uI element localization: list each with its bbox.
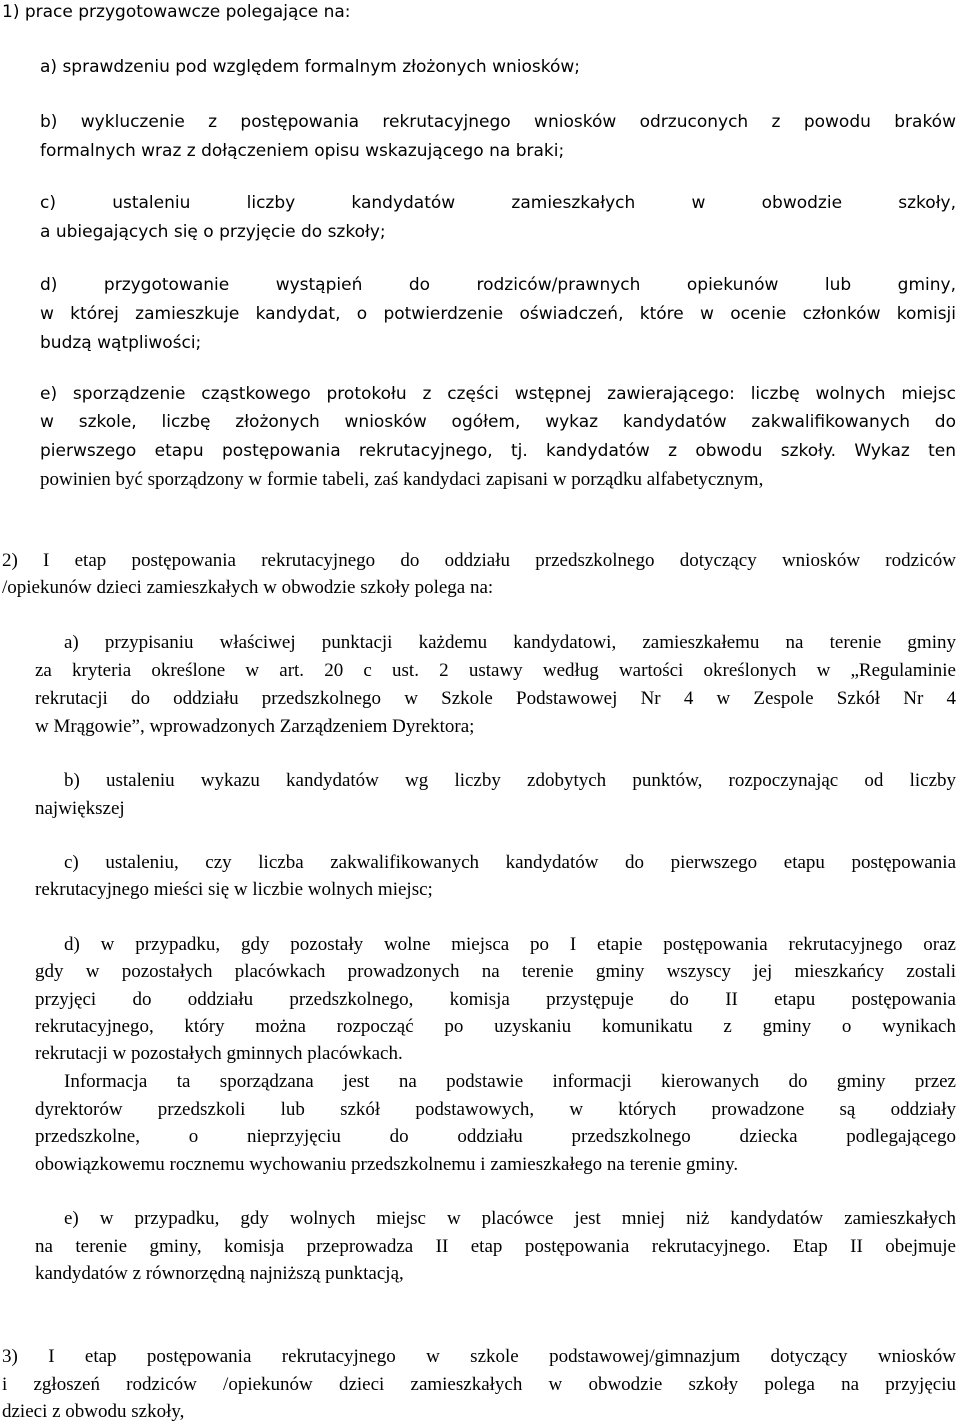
item-1c-line-2: a ubiegających się o przyjęcie do szkoły; — [40, 222, 386, 242]
item-2a-line-2: za kryteria określone w art. 20 c ust. 2 ustawy według wartości określonych w „Regulaminie — [35, 660, 956, 681]
item-2d-line-3: przyjęci do oddziału przedszkolnego, komisja przystępuje do II etapu postępowania — [35, 989, 956, 1010]
item-1e-line-1: e) sporządzenie cząstkowego protokołu z części wstępnej zawierającego: liczbę wolnych miejsc — [40, 384, 956, 404]
info-line-1: Informacja ta sporządzana jest na podstawie informacji kierowanych do gminy przez — [64, 1071, 956, 1092]
item-2b-line-2: największej — [35, 798, 125, 819]
section-1-heading: 1) prace przygotowawcze polegające na: — [2, 2, 351, 22]
info-line-2: dyrektorów przedszkoli lub szkół podstawowych, w których prowadzone są oddziały — [35, 1099, 956, 1120]
section-3-heading-line-1: 3) I etap postępowania rekrutacyjnego w szkole podstawowej/gimnazjum dotyczący wniosków — [2, 1346, 956, 1367]
item-2d-line-1: d) w przypadku, gdy pozostały wolne miejsca po I etapie postępowania rekrutacyjnego oraz — [64, 934, 956, 955]
info-line-3: przedszkolne, o nieprzyjęciu do oddziału przedszkolnego dziecka podlegającego — [35, 1126, 956, 1147]
item-2e-line-2: na terenie gminy, komisja przeprowadza II etap postępowania rekrutacyjnego. Etap II obejmuje — [35, 1236, 956, 1257]
item-1d-line-2: w której zamieszkuje kandydat, o potwierdzenie oświadczeń, które w ocenie członków komisji — [40, 304, 956, 324]
item-2c-line-1: c) ustaleniu, czy liczba zakwalifikowanych kandydatów do pierwszego etapu postępowania — [64, 852, 956, 873]
info-line-4: obowiązkowemu rocznemu wychowaniu przedszkolnemu i zamieszkałego na terenie gminy. — [35, 1154, 739, 1175]
item-1b-line-2: formalnych wraz z dołączeniem opisu wskazującego na braki; — [40, 141, 565, 161]
section-3-heading-line-2: i zgłoszeń rodziców /opiekunów dzieci zamieszkałych w obwodzie szkoły polega na przyjęciu — [2, 1374, 956, 1395]
item-1e-line-2: w szkole, liczbę złożonych wniosków ogółem, wykaz kandydatów zakwalifikowanych do — [40, 412, 956, 432]
section-2-heading-line-1: 2) I etap postępowania rekrutacyjnego do oddziału przedszkolnego dotyczący wniosków rodziców — [2, 550, 956, 571]
item-1d-line-3: budzą wątpliwości; — [40, 333, 202, 353]
item-1a-line-1: a) sprawdzeniu pod względem formalnym złożonych wniosków; — [40, 57, 581, 77]
item-2d-line-2: gdy w pozostałych placówkach prowadzonych na terenie gminy wszyscy jej mieszkańcy zostali — [35, 961, 956, 982]
section-3-heading-line-3: dzieci z obwodu szkoły, — [2, 1401, 185, 1422]
item-2a-line-1: a) przypisaniu właściwej punktacji każdemu kandydatowi, zamieszkałemu na terenie gminy — [64, 632, 956, 653]
item-2a-line-3: rekrutacji do oddziału przedszkolnego w Szkole Podstawowej Nr 4 w Zespole Szkół Nr 4 — [35, 688, 956, 709]
item-2b-line-1: b) ustaleniu wykazu kandydatów wg liczby zdobytych punktów, rozpoczynając od liczby — [64, 770, 956, 791]
item-2d-line-4: rekrutacyjnego, który można rozpocząć po uzyskaniu komunikatu z gminy o wynikach — [35, 1016, 956, 1037]
item-2e-line-1: e) w przypadku, gdy wolnych miejsc w placówce jest mniej niż kandydatów zamieszkałych — [64, 1208, 956, 1229]
item-2e-line-3: kandydatów z równorzędną najniższą punktacją, — [35, 1263, 404, 1284]
item-2c-line-2: rekrutacyjnego mieści się w liczbie wolnych miejsc; — [35, 879, 433, 900]
item-1b-line-1: b) wykluczenie z postępowania rekrutacyjnego wniosków odrzuconych z powodu braków — [40, 112, 956, 132]
item-1d-line-1: d) przygotowanie wystąpień do rodziców/prawnych opiekunów lub gminy, — [40, 275, 956, 295]
item-1e-line-4: powinien być sporządzony w formie tabeli, zaś kandydaci zapisani w porządku alfabetycznym, — [40, 469, 764, 490]
section-2-heading-line-2: /opiekunów dzieci zamieszkałych w obwodzie szkoły polega na: — [2, 577, 494, 598]
item-2d-line-5: rekrutacji w pozostałych gminnych placówkach. — [35, 1043, 403, 1064]
item-2a-line-4: w Mrągowie”, wprowadzonych Zarządzeniem Dyrektora; — [35, 716, 475, 737]
item-1c-line-1: c) ustaleniu liczby kandydatów zamieszkałych w obwodzie szkoły, — [40, 193, 956, 213]
item-1e-line-3: pierwszego etapu postępowania rekrutacyjnego, tj. kandydatów z obwodu szkoły. Wykaz ten — [40, 441, 956, 461]
